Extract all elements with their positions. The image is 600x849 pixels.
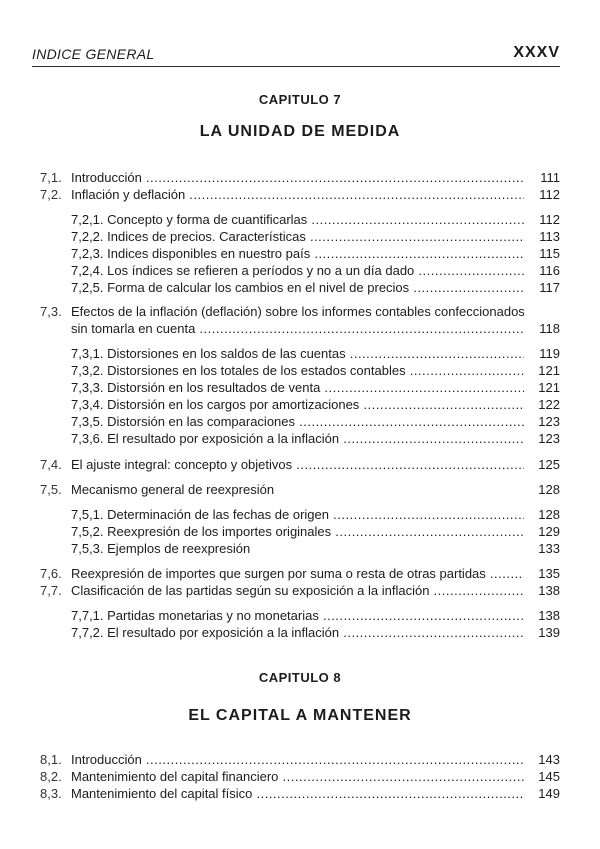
toc-subentry: 7,5,2. Reexpresión de los importes originales ..... 129 [71,523,560,540]
toc-subentry: 7,3,3. Distorsión en los resultados de venta ..... 121 [71,379,560,396]
toc-subentry: 7,3,4. Distorsión en los cargos por amortizaciones ..... 122 [71,396,560,413]
running-header [32,44,560,67]
section-title: INDICE GENERAL [32,46,155,62]
page-number: XXXV [513,44,560,61]
chapter-7-title: LA UNIDAD DE MEDIDA [199,123,401,140]
toc-entry: 8,1. Introducción ..... 143 [40,751,560,768]
toc-entry-text-line1: Efectos de la inflación (deflación) sobre los informes contables confeccionados [71,304,525,319]
toc-entry-multiline: 7,3. [40,304,62,319]
toc-subentry: 7,5,3. Ejemplos de reexpresión 133 [71,541,560,556]
toc-subentry: 7,2,5. Forma de calcular los cambios en el nivel de precios ..... 117 [71,279,560,296]
toc-entry: 8,3. Mantenimiento del capital físico ..... 149 [40,785,560,802]
toc-subentry: 7,2,4. Los índices se refieren a períodos y no a un día dado ..... 116 [71,262,560,279]
toc-subentry: 7,7,2. El resultado por exposición a la inflación ..... 139 [71,624,560,641]
toc-entry: 7,6. Reexpresión de importes que surgen por suma o resta de otras partidas ..... 135 [40,565,560,582]
toc-subentry: 7,3,2. Distorsiones en los totales de los estados contables ..... 121 [71,362,560,379]
toc-subentry: 7,2,3. Indices disponibles en nuestro país ..... 115 [71,245,560,262]
toc-subentry: 7,5,1. Determinación de las fechas de origen ..... 128 [71,506,560,523]
chapter-7-label: CAPITULO 7 [258,92,342,107]
toc-subentry: 7,2,1. Concepto y forma de cuantificarlas ..... 112 [71,211,560,228]
chapter-8-title: EL CAPITAL A MANTENER [188,707,412,724]
toc-entry: 7,1. Introducción ..... 111 [40,169,560,186]
toc-subentry: 7,7,1. Partidas monetarias y no monetarias ..... 138 [71,607,560,624]
toc-entry: 7,2. Inflación y deflación ..... 112 [40,186,560,203]
toc-subentry: 7,3,1. Distorsiones en los saldos de las cuentas ..... 119 [71,345,560,362]
chapter-8-label: CAPITULO 8 [258,670,342,685]
toc-entry: 7,7. Clasificación de las partidas según su exposición a la inflación ..... 138 [40,582,560,599]
toc-entry: 7,5. Mecanismo general de reexpresión 128 [40,482,560,497]
toc-subentry: 7,2,2. Indices de precios. Características ..... 113 [71,228,560,245]
toc-entry-text-line2: sin tomarla en cuenta ..... 118 [71,320,560,337]
toc-entry: 8,2. Mantenimiento del capital financiero ..... 145 [40,768,560,785]
toc-entry: 7,4. El ajuste integral: concepto y objetivos ..... 125 [40,456,560,473]
toc-subentry: 7,3,5. Distorsión en las comparaciones ..... 123 [71,413,560,430]
toc-subentry: 7,3,6. El resultado por exposición a la inflación ..... 123 [71,430,560,447]
